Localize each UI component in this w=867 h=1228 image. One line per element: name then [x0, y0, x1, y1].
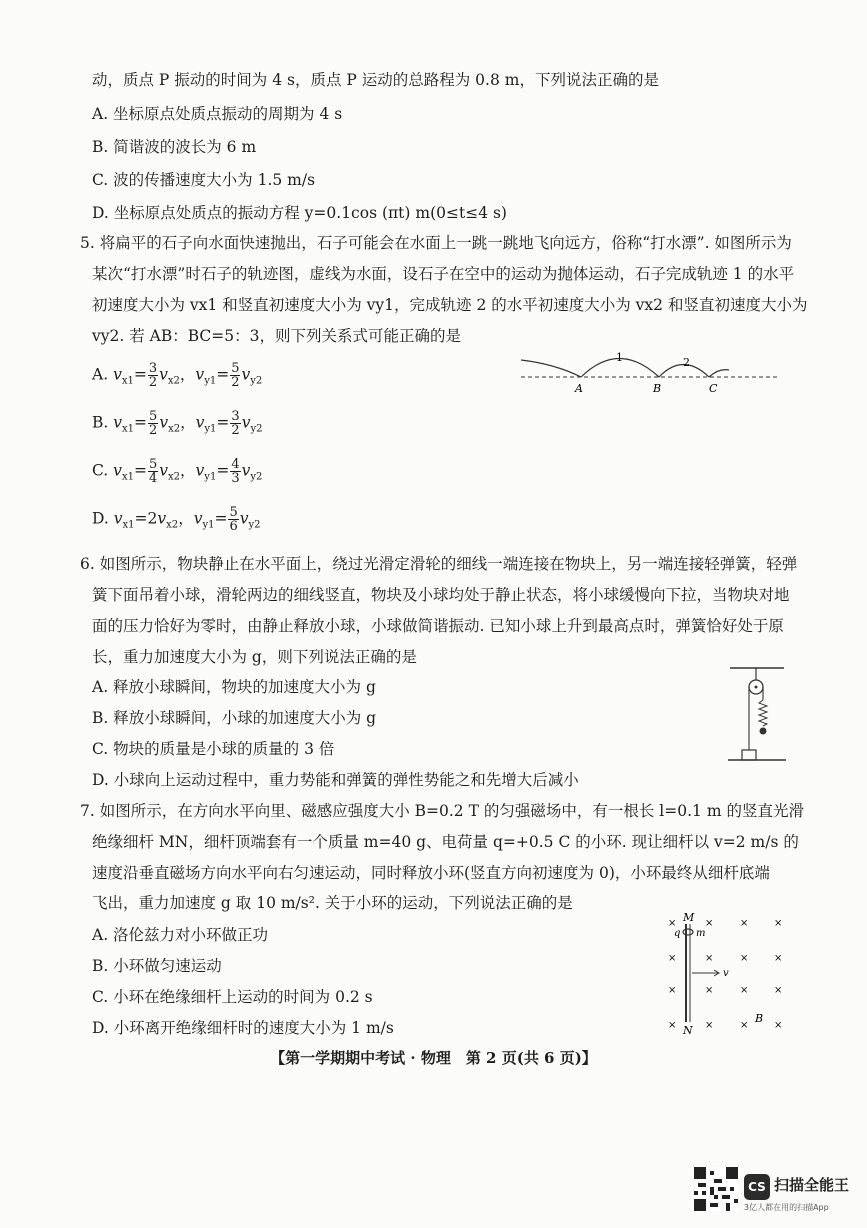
- field-cross-mark: ×: [740, 1020, 749, 1031]
- field-cross-mark: ×: [774, 918, 783, 929]
- q7-option-d: D. 小环离开绝缘细杆时的速度大小为 1 m/s: [92, 1019, 394, 1037]
- q4-option-d: D. 坐标原点处质点的振动方程 y=0.1cos (πt) m(0≤t≤4 s): [92, 204, 507, 222]
- velocity-label: v: [723, 968, 729, 979]
- q6-option-b: B. 释放小球瞬间，小球的加速度大小为 g: [92, 709, 377, 727]
- scanner-app-name: 扫描全能王: [774, 1176, 850, 1194]
- q4-option-a: A. 坐标原点处质点振动的周期为 4 s: [92, 105, 343, 123]
- field-cross-mark: ×: [705, 985, 714, 996]
- q6-stem-line-2: 簧下面吊着小球，滑轮两边的细线竖直，物块及小球均处于静止状态，将小球缓慢向下拉，当物块对地: [92, 586, 790, 604]
- q5-stem-line-2: 某次“打水漂”时石子的轨迹图，虚线为水面，设石子在空中的运动为抛体运动，石子完成轨迹 1 的水平: [92, 265, 795, 283]
- q5-trajectory-figure: [515, 348, 780, 400]
- point-b-label: B: [653, 382, 662, 395]
- q4-stem-tail: 动，质点 P 振动的时间为 4 s，质点 P 运动的总路程为 0.8 m，下列说法正确的是: [92, 71, 659, 89]
- block: [742, 750, 756, 760]
- q5-stem-line-3: 初速度大小为 vx1 和竖直初速度大小为 vy1，完成轨迹 2 的水平初速度大小为 vx2 和竖直初速度大小为: [92, 296, 808, 314]
- q5-option-a: A. $v_{x1}=$ $\frac{3}{2}$ $v_{x2}$，$v_{y1}=$ $\frac{5}{2}$ $v_{y2}$: [92, 361, 263, 390]
- field-cross-mark: ×: [668, 953, 677, 964]
- q6-stem-line-4: 长，重力加速度大小为 g，则下列说法正确的是: [92, 648, 417, 666]
- q5-option-b: B. $v_{x1}=$ $\frac{5}{2}$ $v_{x2}$，$v_{y1}=$ $\frac{3}{2}$ $v_{y2}$: [92, 409, 263, 438]
- q6-stem-line-3: 面的压力恰好为零时，由静止释放小球，小球做简谐振动. 已知小球上升到最高点时，弹簧恰好处于原: [92, 617, 784, 635]
- track-2-label: 2: [683, 356, 690, 369]
- q5-option-d: D. $v_{x1}=2v_{x2}$，$v_{y1}=$ $\frac{5}{6}$ $v_{y2}$: [92, 505, 261, 534]
- rod-top-label: M: [683, 911, 695, 924]
- q6-option-c: C. 物块的质量是小球的质量的 3 倍: [92, 740, 335, 758]
- q7-option-b: B. 小环做匀速运动: [92, 957, 222, 975]
- incoming-arc: [521, 360, 581, 377]
- cs-logo-icon: CS: [744, 1174, 770, 1200]
- q7-stem-line-2: 绝缘细杆 MN，细杆顶端套有一个质量 m=40 g、电荷量 q=+0.5 C 的小环. 现让细杆以 v=2 m/s 的: [92, 833, 799, 851]
- mass-label: m: [696, 928, 706, 939]
- field-cross-mark: ×: [740, 985, 749, 996]
- q6-option-d: D. 小球向上运动过程中，重力势能和弹簧的弹性势能之和先增大后减小: [92, 771, 579, 789]
- q7-stem-line-1: 7. 如图所示，在方向水平向里、磁感应强度大小 B=0.2 T 的匀强磁场中，有一根长 l=0.1 m 的竖直光滑: [80, 802, 804, 820]
- field-label: B: [755, 1012, 764, 1025]
- field-cross-mark: ×: [668, 918, 677, 929]
- track-1-label: 1: [616, 351, 623, 364]
- scanner-app-tagline: 3亿人都在用的扫描App: [744, 1203, 829, 1212]
- ball: [760, 728, 767, 735]
- pulley-axle: [755, 686, 758, 689]
- field-cross-mark: ×: [705, 1020, 714, 1031]
- field-cross-mark: ×: [740, 953, 749, 964]
- qr-code-icon: [694, 1167, 738, 1211]
- q4-option-c: C. 波的传播速度大小为 1.5 m/s: [92, 171, 316, 189]
- field-cross-mark: ×: [774, 985, 783, 996]
- field-cross-mark: ×: [668, 985, 677, 996]
- point-c-label: C: [709, 382, 718, 395]
- q7-option-a: A. 洛伦兹力对小环做正功: [92, 926, 269, 944]
- point-a-label: A: [575, 382, 583, 395]
- q5-stem-line-1: 5. 将扁平的石子向水面快速抛出，石子可能会在水面上一跳一跳地飞向远方，俗称“打水漂”. 如图所示为: [80, 234, 792, 252]
- q4-option-b: B. 简谐波的波长为 6 m: [92, 138, 257, 156]
- field-cross-mark: ×: [774, 1020, 783, 1031]
- scanner-app-badge: [744, 1170, 854, 1214]
- q5-stem-line-4: vy2. 若 AB：BC=5：3，则下列关系式可能正确的是: [92, 327, 461, 345]
- q5-option-c: C. $v_{x1}=$ $\frac{5}{4}$ $v_{x2}$，$v_{y1}=$ $\frac{4}{3}$ $v_{y2}$: [92, 457, 263, 486]
- field-cross-mark: ×: [705, 953, 714, 964]
- spring: [759, 700, 767, 726]
- field-cross-mark: ×: [774, 953, 783, 964]
- field-cross-mark: ×: [668, 1020, 677, 1031]
- rod-bottom-label: N: [683, 1024, 693, 1035]
- q6-stem-line-1: 6. 如图所示，物块静止在水平面上，绕过光滑定滑轮的细线一端连接在物块上，另一端连接轻弹簧，轻弹: [80, 555, 798, 573]
- small-ring: [683, 929, 693, 935]
- q7-option-c: C. 小环在绝缘细杆上运动的时间为 0.2 s: [92, 988, 373, 1006]
- q7-stem-line-3: 速度沿垂直磁场方向水平向右匀速运动，同时释放小环(竖直方向初速度为 0)，小环最终从细杆底端: [92, 864, 770, 882]
- charge-label: q: [674, 928, 681, 939]
- q7-magnetic-field-figure: [660, 910, 790, 1035]
- outgoing-arc: [709, 370, 729, 377]
- field-cross-mark: ×: [740, 918, 749, 929]
- q7-stem-line-4: 飞出，重力加速度 g 取 10 m/s². 关于小环的运动，下列说法正确的是: [92, 894, 573, 912]
- field-cross-mark: ×: [705, 918, 714, 929]
- q6-pulley-figure: [728, 660, 788, 766]
- q6-option-a: A. 释放小球瞬间，物块的加速度大小为 g: [92, 678, 376, 696]
- page-footer: 【第一学期期中考试 · 物理 第 2 页(共 6 页)】: [270, 1049, 597, 1067]
